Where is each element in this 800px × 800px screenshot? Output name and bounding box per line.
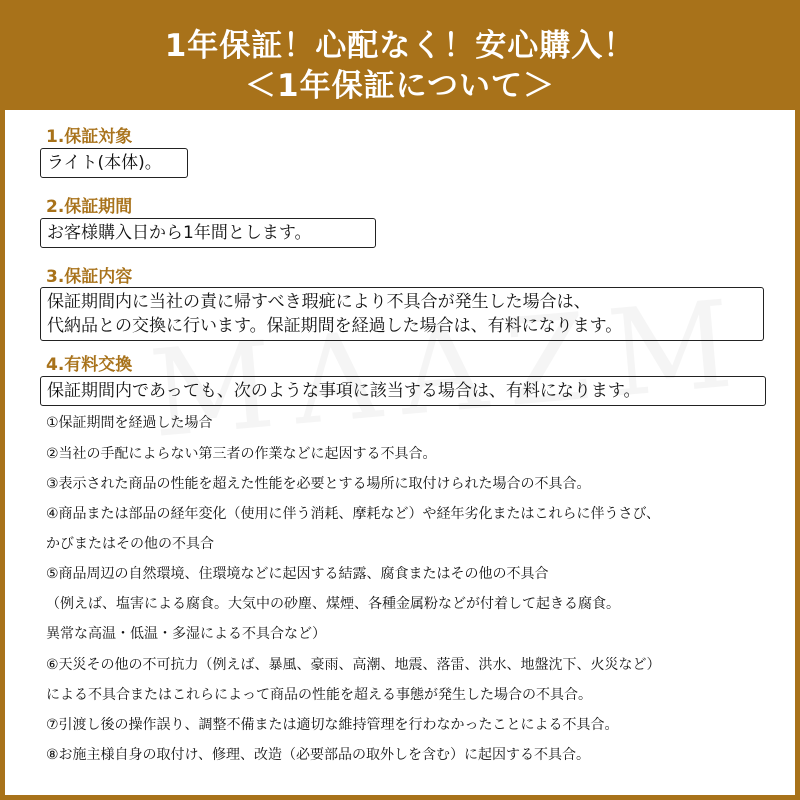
box-line: お客様購入日から1年間とします。 — [47, 223, 312, 243]
section-heading: 1.保証対象 — [46, 127, 133, 147]
header-subtitle: ＜1年保証について＞ — [245, 68, 555, 104]
list-item: 異常な高温・低温・多湿による不具合など） — [46, 626, 326, 642]
list-item: ②当社の手配によらない第三者の作業などに起因する不具合。 — [46, 446, 437, 462]
section-heading: 2.保証期間 — [46, 197, 133, 217]
header-title: 1年保証！心配なく！安心購入！ — [164, 28, 636, 64]
section-box — [40, 218, 376, 248]
list-item: ⑧お施主様自身の取付け、修理、改造（必要部品の取外しを含む）に起因する不具合。 — [46, 747, 590, 763]
list-item: ⑥天災その他の不可抗力（例えば、暴風、豪雨、高潮、地震、落雷、洪水、地盤沈下、火災など） — [46, 657, 661, 673]
list-item: ①保証期間を経過した場合 — [46, 415, 213, 431]
section-heading: 3.保証内容 — [46, 267, 133, 287]
list-item: ③表示された商品の性能を超えた性能を必要とする場所に取付けられた場合の不具合。 — [46, 476, 591, 492]
list-item: ④商品または部品の経年変化（使用に伴う消耗、摩耗など）や経年劣化またはこれらに伴うさび、 — [46, 506, 660, 522]
list-item: による不具合またはこれらによって商品の性能を超える事態が発生した場合の不具合。 — [46, 687, 592, 703]
section-box — [40, 148, 188, 178]
box-line: 代納品との交換に行います。保証期間を経過した場合は、有料になります。 — [47, 316, 623, 336]
header-banner — [0, 0, 800, 110]
box-line: 保証期間内に当社の責に帰すべき瑕疵により不具合が発生した場合は、 — [47, 292, 591, 312]
list-item: （例えば、塩害による腐食。大気中の砂塵、煤煙、各種金属粉などが付着して起きる腐食。 — [46, 596, 620, 612]
box-line: 保証期間内であっても、次のような事項に該当する場合は、有料になります。 — [47, 381, 641, 401]
section-heading: 4.有料交換 — [46, 355, 133, 375]
section-box — [40, 376, 766, 406]
list-item: ⑤商品周辺の自然環境、住環境などに起因する結露、腐食またはその他の不具合 — [46, 566, 549, 582]
list-item: ⑦引渡し後の操作誤り、調整不備または適切な維持管理を行わなかったことによる不具合。 — [46, 717, 619, 733]
section-box — [40, 287, 764, 341]
box-line: ライト(本体)。 — [47, 153, 162, 173]
list-item: かびまたはその他の不具合 — [46, 536, 214, 552]
